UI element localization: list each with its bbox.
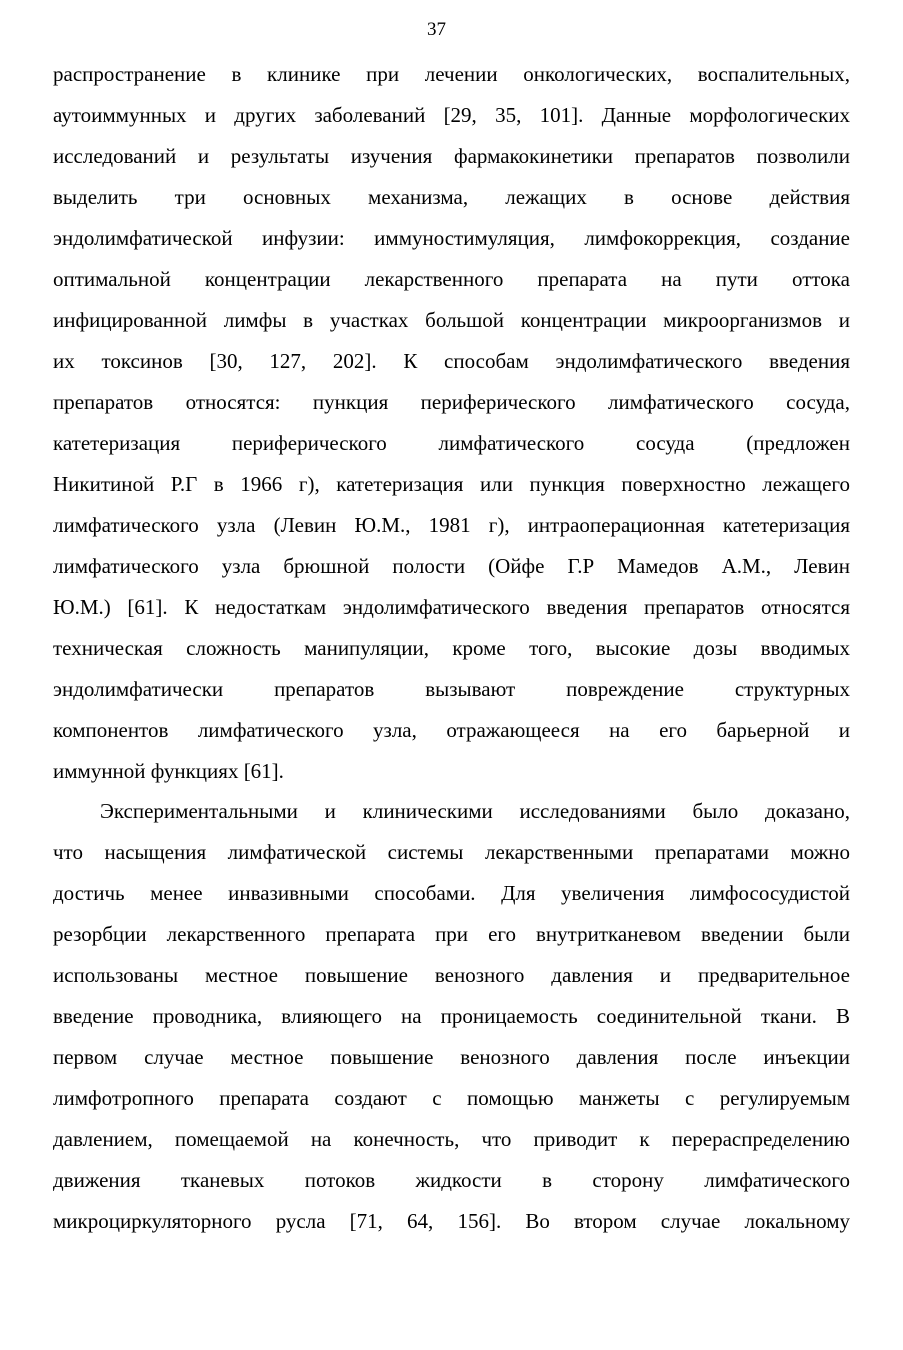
text-line: исследований и результаты изучения фармакокинетики препаратов позволили: [53, 144, 850, 168]
text-line: микроциркуляторного русла [71, 64, 156]. Во втором случае локальному: [53, 1209, 850, 1233]
text-line: их токсинов [30, 127, 202]. К способам эндолимфатического введения: [53, 349, 850, 373]
text-line: аутоиммунных и других заболеваний [29, 35, 101]. Данные морфологических: [53, 103, 850, 127]
paragraph-1: [53, 54, 850, 792]
text-line: оптимальной концентрации лекарственного препарата на пути оттока: [53, 267, 850, 291]
paragraph-2: [53, 791, 850, 1242]
text-line: достичь менее инвазивными способами. Для увеличения лимфососудистой: [53, 881, 850, 905]
text-line: техническая сложность манипуляции, кроме того, высокие дозы вводимых: [53, 636, 850, 660]
text-line: резорбции лекарственного препарата при его внутритканевом введении были: [53, 922, 850, 946]
text-line: введение проводника, влияющего на проницаемость соединительной ткани. В: [53, 1004, 850, 1028]
text-line: выделить три основных механизма, лежащих в основе действия: [53, 185, 850, 209]
text-line: что насыщения лимфатической системы лекарственными препаратами можно: [53, 840, 850, 864]
text-line: Экспериментальными и клиническими исследованиями было доказано,: [100, 799, 850, 823]
text-line: лимфотропного препарата создают с помощью манжеты с регулируемым: [53, 1086, 850, 1110]
text-line: инфицированной лимфы в участках большой концентрации микроорганизмов и: [53, 308, 850, 332]
page-number: 37: [427, 19, 446, 40]
text-line: распространение в клинике при лечении онкологических, воспалительных,: [53, 62, 850, 86]
text-line: лимфатического узла брюшной полости (Ойфе Г.Р Мамедов А.М., Левин: [53, 554, 850, 578]
text-line: лимфатического узла (Левин Ю.М., 1981 г), интраоперационная катетеризация: [53, 513, 850, 537]
text-line: эндолимфатической инфузии: иммуностимуляция, лимфокоррекция, создание: [53, 226, 850, 250]
text-line: компонентов лимфатического узла, отражающееся на его барьерной и: [53, 718, 850, 742]
text-line: иммунной функциях [61].: [53, 759, 284, 783]
text-line: Ю.М.) [61]. К недостаткам эндолимфатического введения препаратов относятся: [53, 595, 850, 619]
text-line: препаратов относятся: пункция периферического лимфатического сосуда,: [53, 390, 850, 414]
text-line: эндолимфатически препаратов вызывают повреждение структурных: [53, 677, 850, 701]
text-line: давлением, помещаемой на конечность, что приводит к перераспределению: [53, 1127, 850, 1151]
text-line: использованы местное повышение венозного давления и предварительное: [53, 963, 850, 987]
text-line: движения тканевых потоков жидкости в сторону лимфатического: [53, 1168, 850, 1192]
text-line: первом случае местное повышение венозного давления после инъекции: [53, 1045, 850, 1069]
text-line: катетеризация периферического лимфатического сосуда (предложен: [53, 431, 850, 455]
text-line: Никитиной Р.Г в 1966 г), катетеризация или пункция поверхностно лежащего: [53, 472, 850, 496]
